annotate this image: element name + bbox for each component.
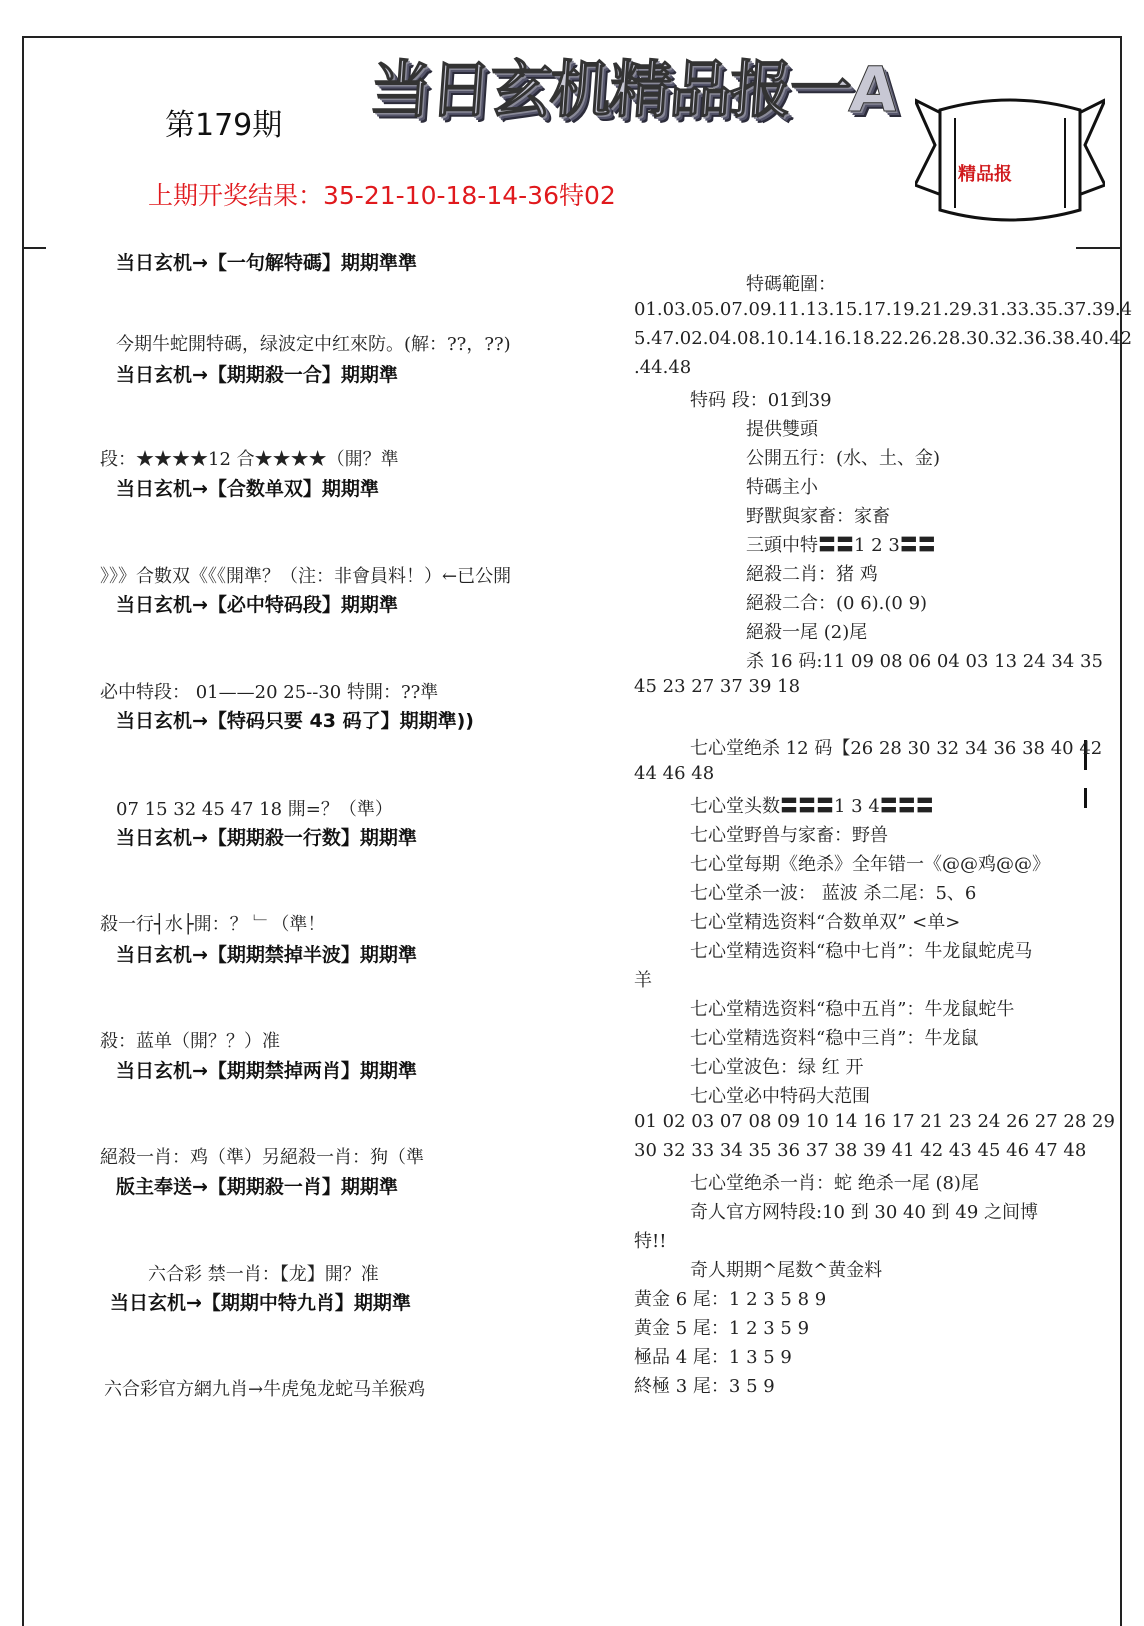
right-line: 特!! [634,1231,667,1252]
right-line: 七心堂精选资料“稳中三肖”：牛龙鼠 [690,1028,979,1049]
left-heading: 当日玄机→【特码只要 43 码了】期期準)) [116,710,474,732]
left-heading: 当日玄机→【期期禁掉半波】期期準 [116,944,417,966]
right-line: 01 02 03 07 08 09 10 14 16 17 21 23 24 26 27 28 29 [634,1111,1115,1132]
right-line: 七心堂精选资料“稳中五肖”：牛龙鼠蛇牛 [690,999,1015,1020]
left-heading: 当日玄机→【期期殺一行数】期期準 [116,827,417,849]
right-line: 絕殺二合：(0 6).(0 9) [746,593,928,614]
banner-title: 当日玄机精品报一A [367,53,899,126]
right-line: 特碼主小 [746,477,818,498]
right-line: 奇人官方网特段:10 到 30 40 到 49 之间博 [690,1202,1039,1223]
left-tick [22,247,46,249]
right-line: 七心堂野兽与家畜：野兽 [690,825,888,846]
ribbon-label: 精品报 [958,164,1012,185]
left-column [100,240,560,1440]
right-line: 30 32 33 34 35 36 37 38 39 41 42 43 45 46 47 48 [634,1140,1087,1161]
right-tick [1076,247,1122,249]
right-line: 提供雙頭 [746,419,818,440]
left-body-text: 07 15 32 45 47 18 開=？（準） [116,799,393,820]
right-line: 七心堂绝杀 12 码【26 28 30 32 34 36 38 40 42 [690,738,1103,759]
right-line: 七心堂头数〓〓〓1 3 4〓〓〓 [690,796,934,817]
right-line: 絕殺二肖：猪 鸡 [746,564,878,585]
right-line: 野獸與家畜：家畜 [746,506,890,527]
right-line: 特码 段：01到39 [690,390,832,411]
issue-number: 第179期 [165,108,283,143]
right-line: 羊 [634,970,652,991]
right-edge-mark-2 [1084,788,1087,808]
left-body-text: 今期牛蛇開特碼，绿波定中红來防。(解：??，??) [116,334,511,355]
right-line: 44 46 48 [634,763,715,784]
right-column [634,270,1133,1410]
left-heading: 当日玄机→【合数单双】期期準 [116,478,379,500]
right-line: 極品 4 尾：1 3 5 9 [634,1347,792,1368]
right-line: 黄金 6 尾：1 2 3 5 8 9 [634,1289,827,1310]
right-line: 45 23 27 37 39 18 [634,676,801,697]
left-body-text: 段：★★★★12 合★★★★（開？準 [100,449,399,470]
left-heading: 当日玄机→【一句解特碼】期期準準 [116,252,417,274]
left-heading: 当日玄机→【期期禁掉两肖】期期準 [116,1060,417,1082]
left-body-text: 六合彩官方網九肖→牛虎兔龙蛇马羊猴鸡 [104,1379,426,1400]
right-line: 七心堂每期《绝杀》全年错一《@@鸡@@》 [690,854,1050,875]
right-line: 5.47.02.04.08.10.14.16.18.22.26.28.30.32.36.38.40.42 [634,328,1133,349]
right-line: 公開五行：(水、土、金) [746,448,941,469]
left-body-text: 絕殺一肖：鸡（準）另絕殺一肖：狗（準 [100,1147,424,1168]
right-line: 七心堂波色：绿 红 开 [690,1057,864,1078]
right-line: 三頭中特〓〓1 2 3〓〓 [746,535,936,556]
right-line: 杀 16 码:11 09 08 06 04 03 13 24 34 35 [746,651,1103,672]
left-heading: 当日玄机→【期期中特九肖】期期準 [110,1292,411,1314]
left-heading: 当日玄机→【期期殺一合】期期準 [116,364,398,386]
right-line: 01.03.05.07.09.11.13.15.17.19.21.29.31.33.35.37.39.4 [634,299,1133,320]
last-draw-result: 上期开奖结果：35-21-10-18-14-36特02 [148,181,616,210]
right-line: 終極 3 尾：3 5 9 [634,1376,775,1397]
left-body-text: 殺：蓝单（開？？）准 [100,1031,280,1052]
right-line: 七心堂精选资料“稳中七肖”：牛龙鼠蛇虎马 [690,941,1033,962]
right-line: 七心堂精选资料“合数单双” <单> [690,912,961,933]
right-line: .44.48 [634,357,692,378]
right-line: 七心堂杀一波： 蓝波 杀二尾：5、6 [690,883,977,904]
right-line: 七心堂绝杀一肖：蛇 绝杀一尾 (8)尾 [690,1173,979,1194]
left-body-text: 》》》合數双《《《開準？（注：非會員料！）←已公開 [100,566,512,587]
right-line: 黄金 5 尾：1 2 3 5 9 [634,1318,810,1339]
left-body-text: 必中特段： 01——20 25--30 特開：??準 [100,682,439,703]
right-line: 七心堂必中特码大范围 [690,1086,870,1107]
right-line: 絕殺一尾 (2)尾 [746,622,868,643]
left-heading: 当日玄机→【必中特码段】期期準 [116,594,398,616]
right-line: 奇人期期^尾数^黄金料 [690,1260,883,1281]
left-heading: 版主奉送→【期期殺一肖】期期準 [116,1176,398,1198]
right-line: 特碼範圍： [746,274,836,295]
left-body-text: 殺一行┤水├開：？ ﹂（準！ [100,914,326,935]
left-body-text: 六合彩 禁一肖：【龙】開？准 [148,1264,379,1285]
